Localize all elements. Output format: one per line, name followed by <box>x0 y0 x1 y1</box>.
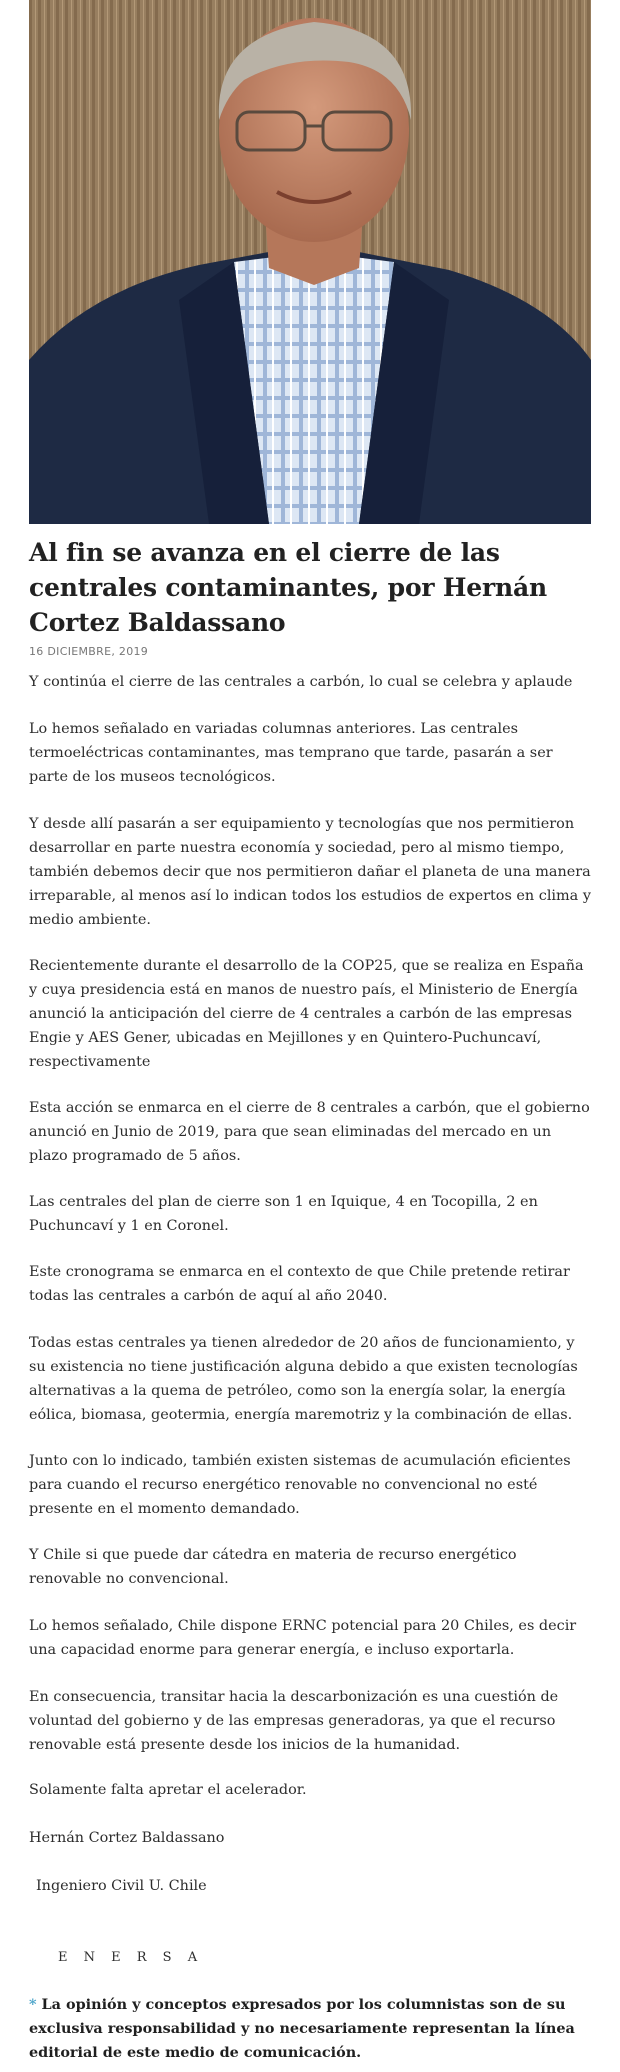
article-paragraph: Recientemente durante el desarrollo de la COP25, que se realiza en España y cuya presidencia está en manos de nuestro país, el Ministerio de Energía anunció la anticipación del cierre de 4 centrales a carbón de las empresas Engie y AES Gener, ubicadas en Mejillones y en Quintero-Puchuncaví, respectivamente <box>29 958 584 1070</box>
author-title: Ingeniero Civil U. Chile <box>36 1878 207 1894</box>
author-portrait-image <box>29 0 591 524</box>
disclaimer <box>29 1993 595 2065</box>
article-paragraph: Lo hemos señalado, Chile dispone ERNC potencial para 20 Chiles, es decir una capacidad enorme para generar energía, e incluso exportarla. <box>29 1618 577 1658</box>
article-paragraph: Esta acción se enmarca en el cierre de 8 centrales a carbón, que el gobierno anunció en Junio de 2019, para que sean eliminadas del mercado en un plazo programado de 5 años. <box>29 1100 590 1164</box>
article-paragraph: Las centrales del plan de cierre son 1 en Iquique, 4 en Tocopilla, 2 en Puchuncaví y 1 en Coronel. <box>29 1194 538 1234</box>
article-paragraph: Y desde allí pasarán a ser equipamiento y tecnologías que nos permitieron desarrollar en parte nuestra economía y sociedad, pero al mismo tiempo, también debemos decir que nos permitieron dañar el planeta de una manera irreparable, al menos así lo indican todos los estudios de expertos en clima y medio ambiente. <box>29 816 591 928</box>
author-photo <box>29 0 591 524</box>
article-paragraph: Lo hemos señalado en variadas columnas anteriores. Las centrales termoeléctricas contaminantes, mas temprano que tarde, pasarán a ser parte de los museos tecnológicos. <box>29 721 553 785</box>
article-date: 16 DICIEMBRE, 2019 <box>29 645 149 658</box>
article-paragraph: Junto con lo indicado, también existen sistemas de acumulación eficientes para cuando el recurso energético renovable no convencional no esté presente en el momento demandado. <box>29 1453 571 1517</box>
article-paragraph: En consecuencia, transitar hacia la descarbonización es una cuestión de voluntad del gobierno y de las empresas generadoras, ya que el recurso renovable está presente desde los inicios de la humanidad. <box>29 1689 559 1753</box>
article-title: Al fin se avanza en el cierre de las centrales contaminantes, por Hernán Cortez Baldassano <box>29 538 547 637</box>
article-paragraph: Y Chile si que puede dar cátedra en materia de recurso energético renovable no convencional. <box>29 1547 517 1587</box>
disclaimer-asterisk: * <box>29 1996 37 2013</box>
author-name: Hernán Cortez Baldassano <box>29 1830 225 1846</box>
article-paragraph: Solamente falta apretar el acelerador. <box>29 1782 307 1798</box>
organization-name: E N E R S A <box>58 1950 204 1965</box>
article-paragraph: Este cronograma se enmarca en el contexto de que Chile pretende retirar todas las centrales a carbón de aquí al año 2040. <box>29 1264 570 1304</box>
disclaimer-text: La opinión y conceptos expresados por los columnistas son de su exclusiva responsabilidad y no necesariamente representan la línea editorial de este medio de comunicación. <box>29 1996 575 2061</box>
article-paragraph: Y continúa el cierre de las centrales a carbón, lo cual se celebra y aplaude <box>29 674 573 690</box>
article-paragraph: Todas estas centrales ya tienen alrededor de 20 años de funcionamiento, y su existencia no tiene justificación alguna debido a que existen tecnologías alternativas a la quema de petróleo, como son la energía solar, la energía eólica, biomasa, geotermia, energía maremotriz y la combinación de ellas. <box>29 1335 578 1423</box>
